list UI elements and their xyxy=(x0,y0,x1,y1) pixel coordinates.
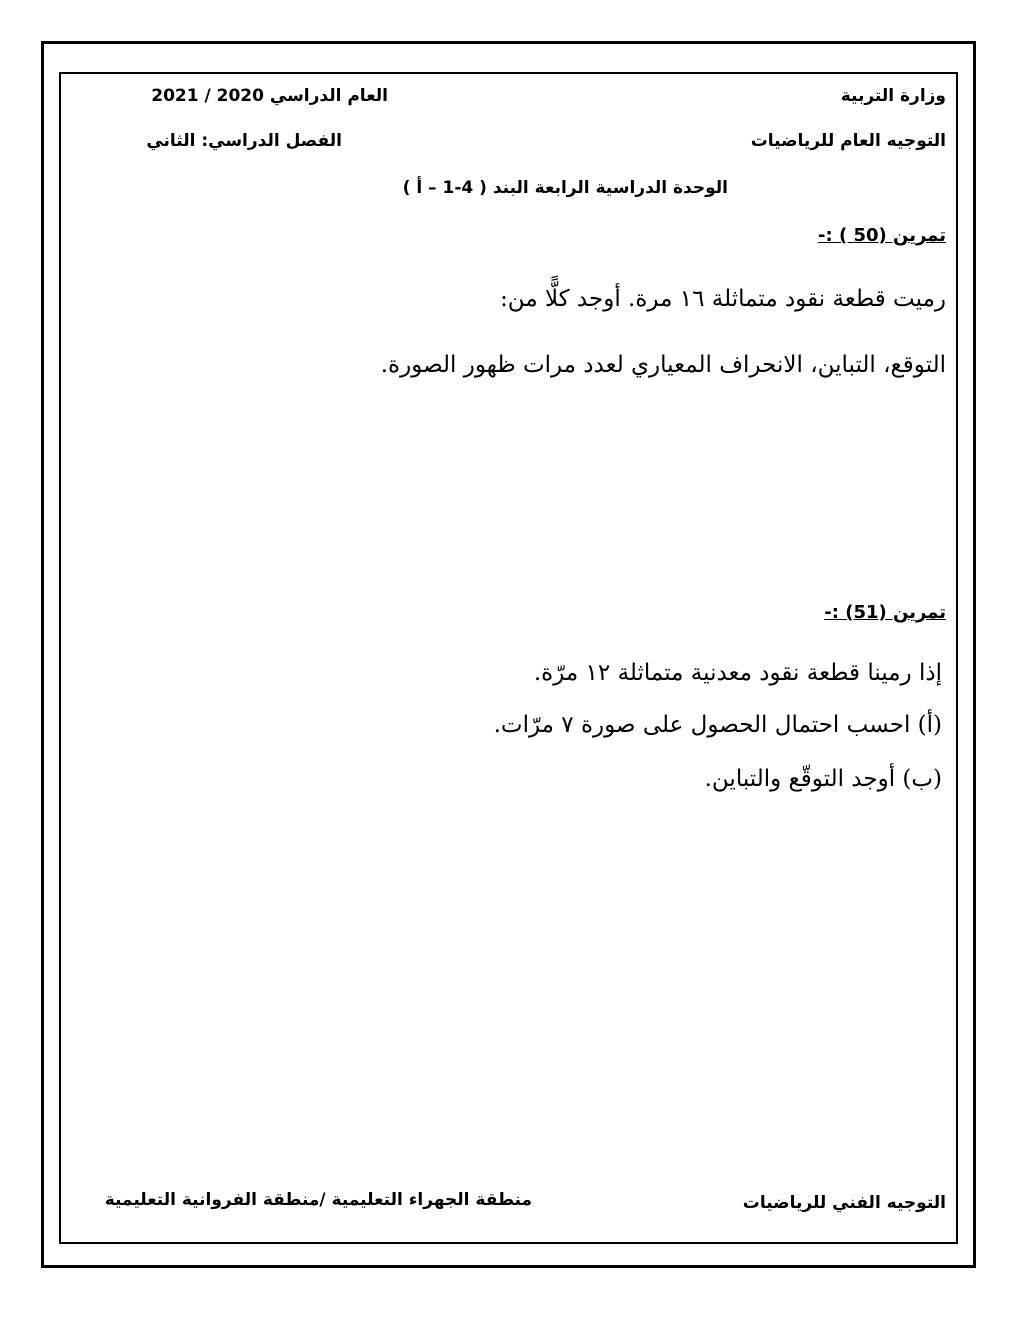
exercise-50-line-2: التوقع، التباين، الانحراف المعياري لعدد مرات ظهور الصورة. xyxy=(380,352,946,378)
academic-year: العام الدراسي 2020 / 2021 xyxy=(151,86,388,106)
exercise-51-line-3: (ب) أوجد التوقّع والتباين. xyxy=(704,766,942,792)
exercise-50-line-1: رميت قطعة نقود متماثلة ١٦ مرة. أوجد كلًّا من: xyxy=(500,286,946,312)
exercise-51-line-1: إذا رمينا قطعة نقود معدنية متماثلة ١٢ مرّة. xyxy=(533,660,942,686)
footer-left: منطقة الجهراء التعليمية /منطقة الفروانية التعليمية xyxy=(104,1190,532,1210)
exercise-51-title: تمرين (51) :- xyxy=(824,602,946,623)
footer-right: التوجيه الفني للرياضيات xyxy=(742,1193,946,1213)
exercise-51-line-2: (أ) احسب احتمال الحصول على صورة ٧ مرّات. xyxy=(493,712,942,738)
department-name: التوجيه العام للرياضيات xyxy=(750,131,946,151)
ministry-name: وزارة التربية xyxy=(840,86,946,106)
unit-title: الوحدة الدراسية الرابعة البند ( 4-1 – أ ) xyxy=(402,178,728,198)
semester-label: الفصل الدراسي: الثاني xyxy=(146,131,342,151)
exercise-50-title: تمرين (50 ) :- xyxy=(818,225,946,246)
inner-border xyxy=(59,72,958,1244)
